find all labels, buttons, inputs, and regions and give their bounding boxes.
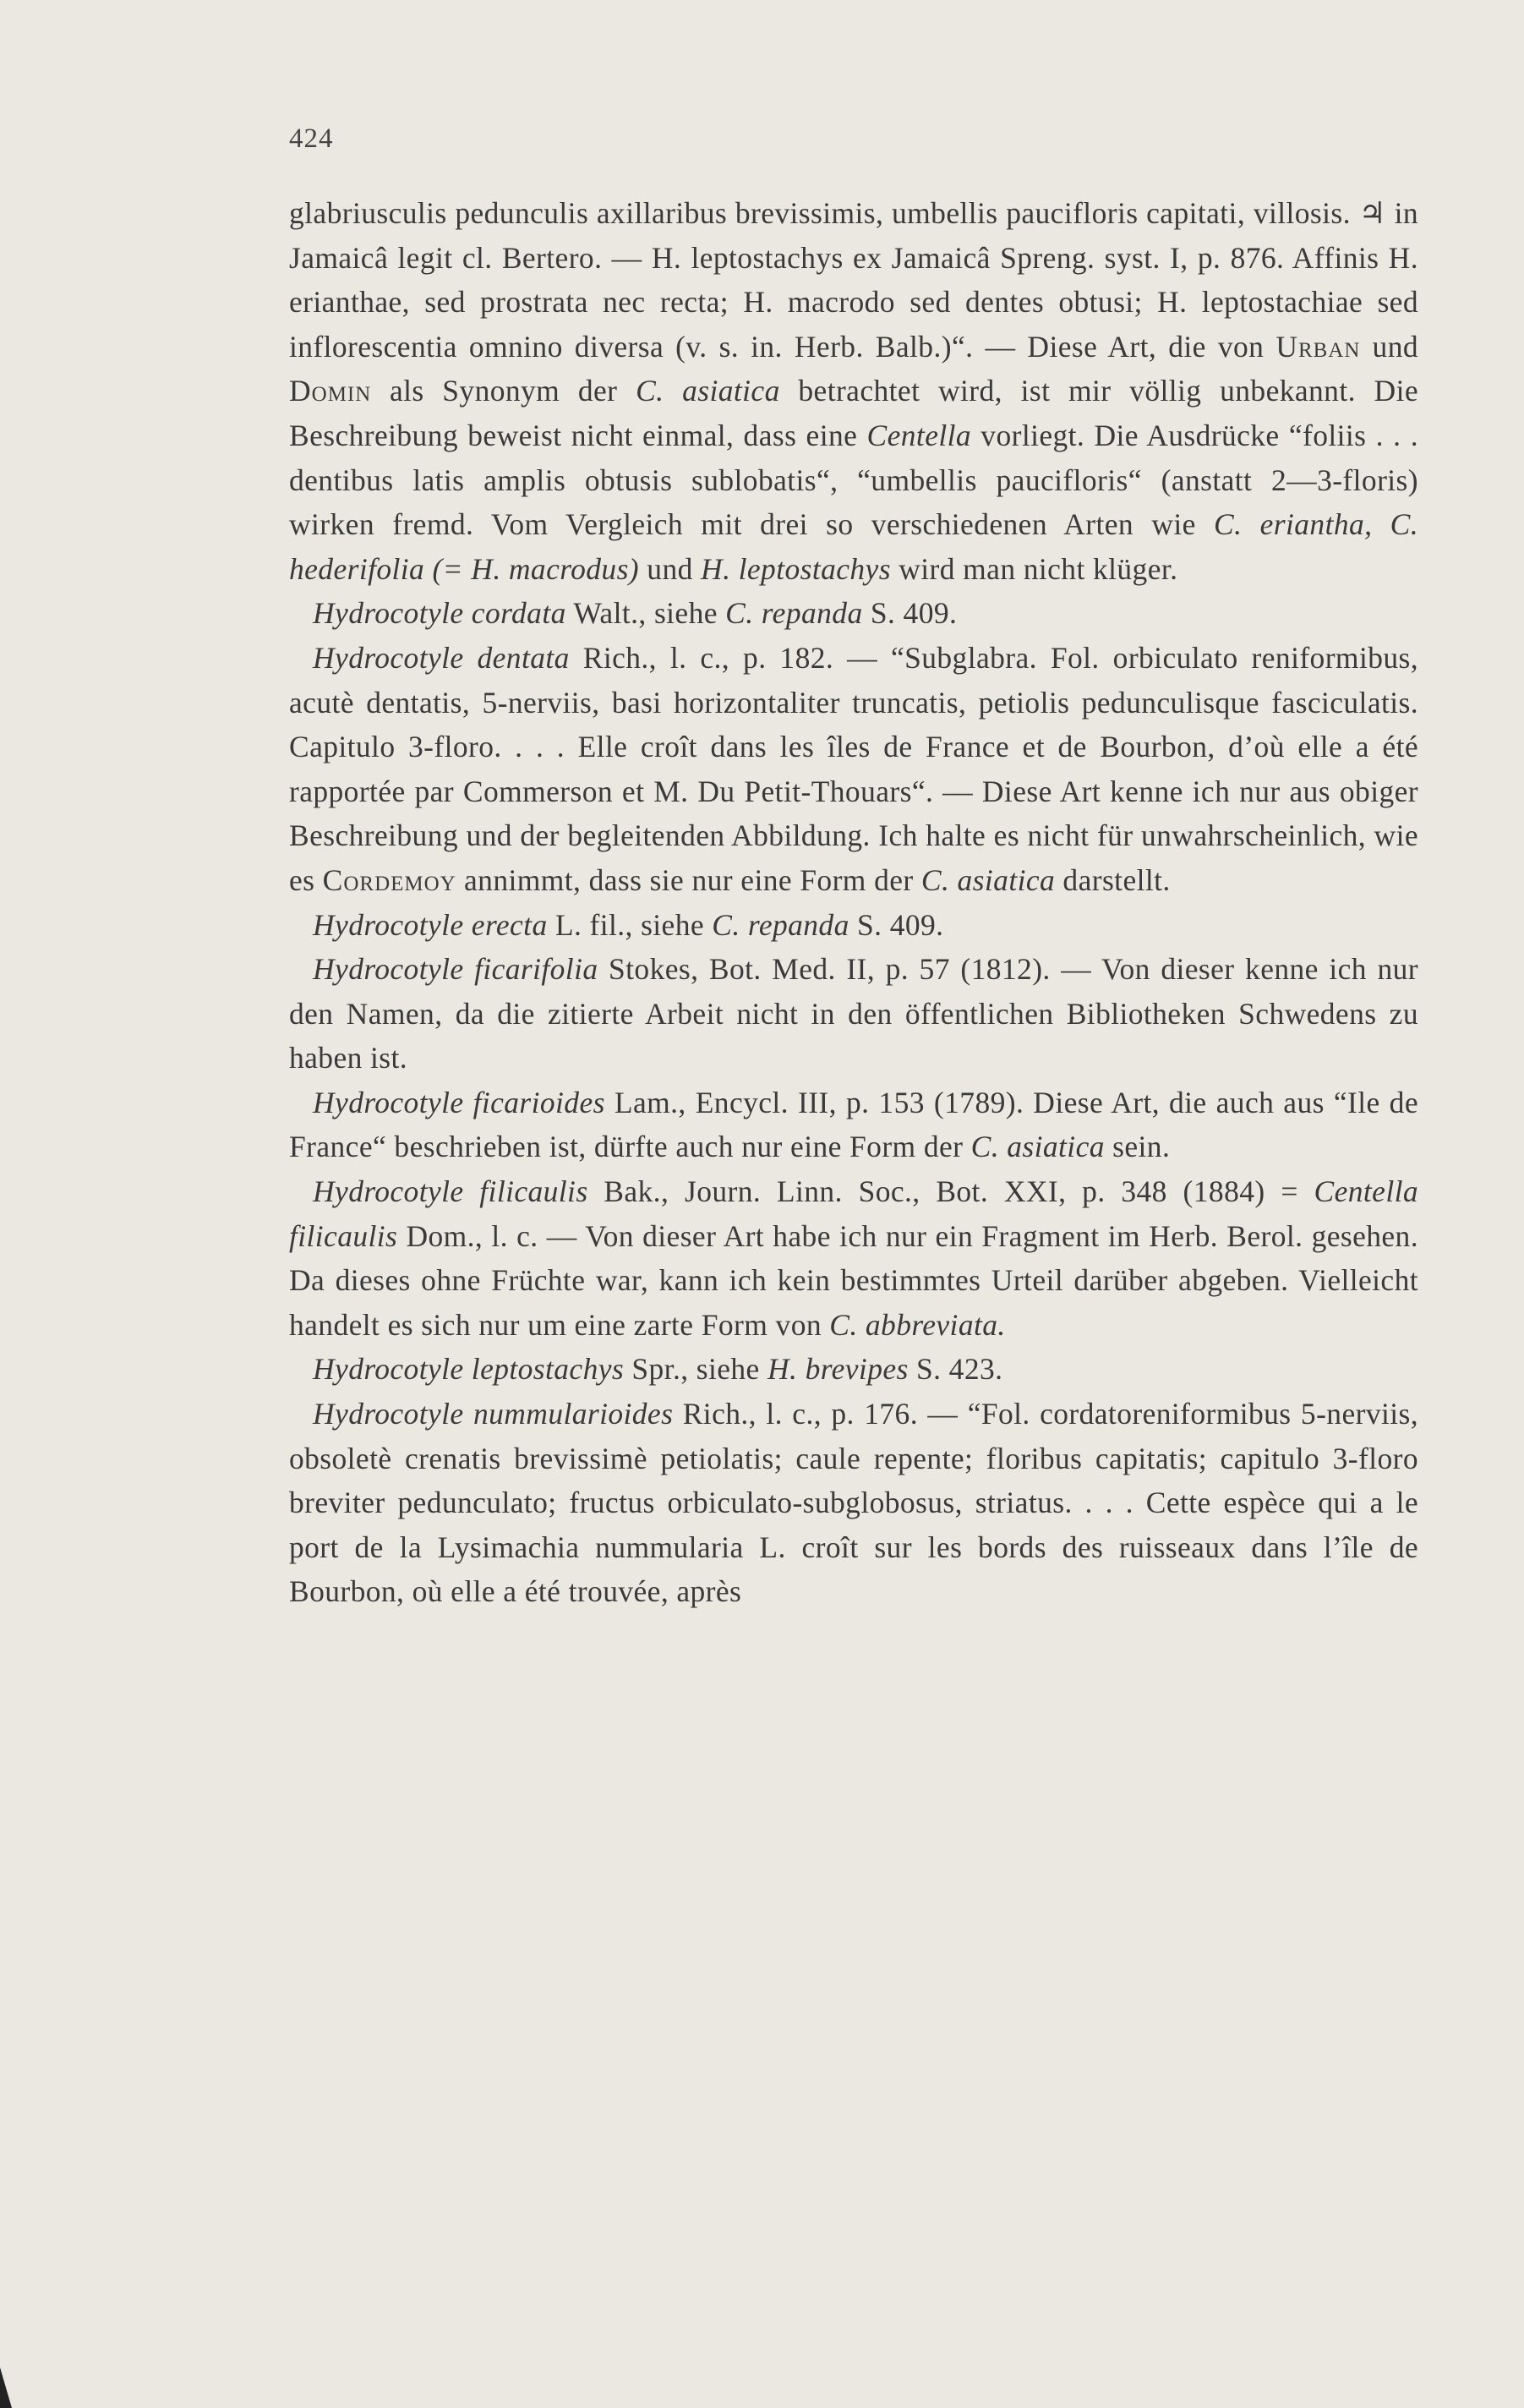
text-run: Walt., siehe: [565, 596, 726, 631]
italic-taxon: Hydrocotyle erecta: [313, 907, 548, 942]
text-run: Rich., l. c., p. 182. — “Subglabra. Fol. orbiculato reniformibus, acutè dentatis, 5-nerviis, basi horizontaliter truncatis, petiolis pedunculisque fasciculatis. Capitulo 3-floro. . . . Elle croît dans les îles de France et de Bourbon, d’où elle a été rapportée par Commerson et M. Du Petit-Thouars“. — Diese Art kenne ich nur aus obiger Beschreibung und der begleitenden Abbildung. Ich halte es nicht für unwahrscheinlich, wie es: [289, 640, 1418, 897]
italic-taxon: Hydrocotyle leptostachys: [313, 1352, 625, 1387]
italic-taxon: C. eriantha, C. hederifolia (= H. macrodus): [289, 507, 1418, 586]
text-run: Stokes, Bot. Med. II, p. 57 (1812). — Von dieser kenne ich nur den Namen, da die zitierte Arbeit nicht in den öffentlichen Bibliotheken Schwedens zu haben ist.: [289, 952, 1418, 1075]
text-run: Spr., siehe: [624, 1352, 767, 1387]
entry-hydrocotyle-nummularioides: [289, 1392, 1418, 1614]
italic-taxon: C. repanda: [712, 907, 849, 942]
text-run: betrachtet wird, ist mir völlig unbekannt. Die Beschreibung beweist nicht einmal, dass eine: [289, 374, 1418, 452]
italic-taxon: C. abbreviata.: [829, 1307, 1006, 1342]
entry-hydrocotyle-erecta: [289, 903, 1418, 948]
text-run: sein.: [1104, 1130, 1171, 1164]
text-run: wird man nicht klüger.: [890, 551, 1178, 586]
italic-taxon: C. asiatica: [970, 1130, 1105, 1164]
italic-taxon: C. asiatica: [920, 862, 1056, 897]
author-name: Urban: [1275, 329, 1361, 364]
italic-taxon: Hydrocotyle ficarifolia: [313, 952, 598, 987]
entry-hydrocotyle-cordata: [289, 591, 1418, 636]
text-run: Rich., l. c., p. 176. — “Fol. cordatoreniformibus 5-nerviis, obsoletè crenatis brevissimè petiolatis; caule repente; floribus capitatis; capitulo 3-floro breviter pedunculato; fructus orbiculato-subglobosus, striatus. . . . Cette espèce qui a le port de la Lysimachia nummularia L. croît sur les bords des ruisseaux dans l’île de Bourbon, où elle a été trouvée, après: [289, 1397, 1418, 1609]
scan-corner-mark: [0, 2367, 12, 2408]
text-run: Dom., l. c. — Von dieser Art habe ich nur ein Fragment im Herb. Berol. gesehen. Da dieses ohne Früchte war, kann ich kein bestimmtes Urteil darüber abgeben. Vielleicht handelt es sich nur um eine zarte Form von: [289, 1218, 1418, 1342]
entry-hydrocotyle-ficarioides: [289, 1081, 1418, 1169]
text-run: L. fil., siehe: [547, 907, 713, 942]
italic-taxon: Hydrocotyle filicaulis: [313, 1174, 588, 1209]
entry-hydrocotyle-filicaulis: [289, 1169, 1418, 1347]
text-run: glabriusculis pedunculis axillaribus brevissimis, umbellis paucifloris capitati, villosis. ♃ in Jamaicâ legit cl. Bertero. — H. leptostachys ex Jamaicâ Spreng. syst. I, p. 876. Affinis H. erianthae, sed prostrata nec recta; H. macrodo sed dentes obtusi; H. leptostachiae sed inflorescentia omnino diversa (v. s. in. Herb. Balb.)“. — Diese Art, die von: [289, 196, 1418, 364]
italic-taxon: H. brevipes: [767, 1352, 909, 1387]
entry-hydrocotyle-ficarifolia: [289, 947, 1418, 1081]
paragraph-continuation: [289, 191, 1418, 591]
author-name: Domin: [289, 374, 372, 408]
italic-taxon: C. asiatica: [636, 374, 780, 408]
italic-taxon: Hydrocotyle ficarioides: [313, 1085, 605, 1119]
text-run: annimmt, dass sie nur eine Form der: [456, 862, 921, 897]
text-run: S. 423.: [908, 1352, 1003, 1387]
italic-taxon: Hydrocotyle dentata: [313, 640, 570, 675]
text-run: vorliegt. Die Ausdrücke “foliis . . . dentibus latis amplis obtusis sublobatis“, “umbellis paucifloris“ (anstatt 2—3-floris) wirken fremd. Vom Vergleich mit drei so verschiedenen Arten wie: [289, 418, 1418, 542]
text-run: S. 409.: [862, 596, 958, 631]
entry-hydrocotyle-leptostachys: [289, 1347, 1418, 1392]
italic-taxon: Centella: [866, 418, 972, 452]
entry-hydrocotyle-dentata: [289, 636, 1418, 903]
text-run: S. 409.: [849, 907, 944, 942]
page-number: 424: [289, 123, 334, 154]
text-run: darstellt.: [1055, 862, 1171, 897]
text-run: und: [639, 551, 702, 586]
text-run: Lam., Encycl. III, p. 153 (1789). Diese Art, die auch aus “Ile de France“ beschrieben ist, dürfte auch nur eine Form der: [289, 1085, 1418, 1164]
italic-taxon: C. repanda: [725, 596, 863, 631]
italic-taxon: Hydrocotyle nummularioides: [313, 1397, 674, 1431]
text-run: Bak., Journ. Linn. Soc., Bot. XXI, p. 348 (1884) =: [587, 1174, 1314, 1209]
author-name: Cordemoy: [322, 862, 456, 897]
text-run: und: [1360, 329, 1419, 364]
italic-taxon: H. leptostachys: [701, 551, 891, 586]
italic-taxon: Hydrocotyle cordata: [313, 596, 566, 631]
body-text: [289, 191, 1418, 1614]
text-run: als Synonym der: [371, 374, 636, 408]
italic-taxon: Centella filicaulis: [289, 1174, 1418, 1253]
